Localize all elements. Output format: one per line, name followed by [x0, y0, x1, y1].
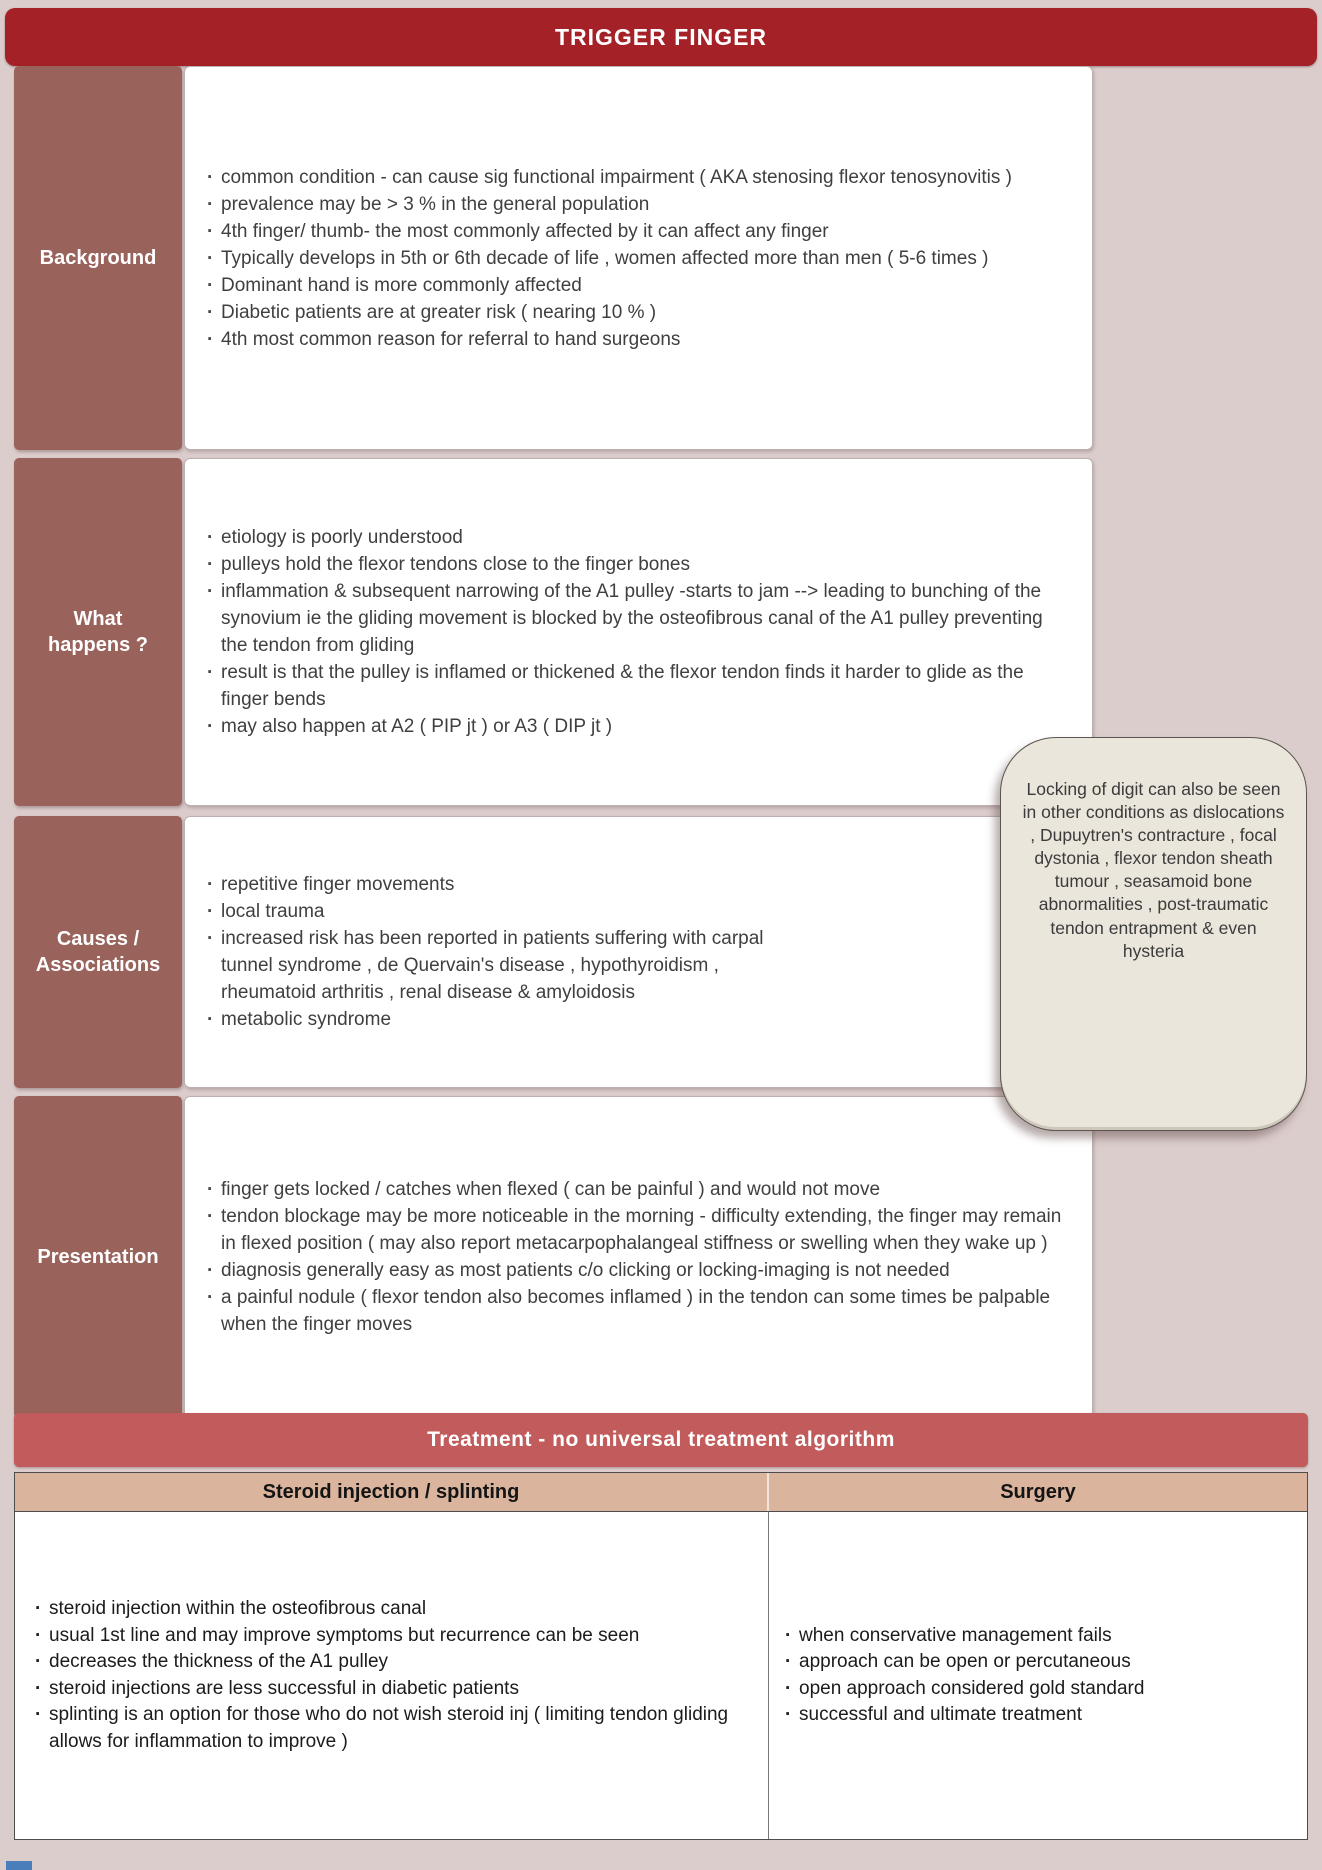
section-label-presentation [14, 1096, 182, 1418]
bullet-item: · steroid injections are less successful in diabetic patients [33, 1676, 762, 1703]
section-label-causes [14, 816, 182, 1088]
bullet-item: · decreases the thickness of the A1 pulley [33, 1649, 762, 1676]
section-label-background [14, 66, 182, 450]
bullet-list [205, 164, 1012, 353]
section-content-what-happens [184, 458, 1093, 806]
bullet-item: · result is that the pulley is inflamed or thickened & the flexor tendon finds it harder to glide as the finger bends [205, 659, 1074, 713]
bullet-item: · etiology is poorly understood [205, 524, 1074, 551]
bullet-item: · tendon blockage may be more noticeable in the morning - difficulty extending, the finger may remain in flexed position ( may also report metacarpophalangeal stiffness or swelling when they wake up ) [205, 1203, 1074, 1257]
bullet-item: · steroid injection within the osteofibrous canal [33, 1596, 762, 1623]
bullet-item: · repetitive finger movements [205, 871, 797, 898]
section-content-background [184, 66, 1093, 450]
page-edge-fragment [6, 1861, 32, 1870]
bullet-item: · approach can be open or percutaneous [783, 1649, 1144, 1676]
section-presentation [14, 1096, 1294, 1418]
column-header-surgery: Surgery [1000, 1480, 1076, 1503]
callout-text: Locking of digit can also be seen in other conditions as dislocations , Dupuytren's contracture , focal dystonia , flexor tendon sheath tumour , seasamoid bone abnormalities , post-traumatic tendon entrapment & even hysteria [1022, 779, 1285, 961]
bullet-item: · prevalence may be > 3 % in the general population [205, 191, 1012, 218]
bullet-item: · 4th most common reason for referral to hand surgeons [205, 326, 1012, 353]
page-title: TRIGGER FINGER [554, 23, 768, 50]
bullet-item: · usual 1st line and may improve symptoms but recurrence can be seen [33, 1623, 762, 1650]
bullet-item: · increased risk has been reported in patients suffering with carpal tunnel syndrome , de Quervain's disease , hypothyroidism , rheumatoid arthritis , renal disease & amyloidosis [205, 925, 797, 1006]
callout-note [1000, 737, 1307, 1131]
bullet-item: · open approach considered gold standard [783, 1676, 1144, 1703]
bullet-item: · successful and ultimate treatment [783, 1702, 1144, 1729]
bullet-item: · splinting is an option for those who do not wish steroid inj ( limiting tendon gliding allows for inflammation to improve ) [33, 1702, 762, 1755]
bullet-item: · pulleys hold the flexor tendons close to the finger bones [205, 551, 1074, 578]
bullet-list [33, 1596, 762, 1755]
bullet-item: · inflammation & subsequent narrowing of the A1 pulley -starts to jam --> leading to bunching of the synovium ie the gliding movement is blocked by the osteofibrous canal of the A1 pulley preventing the tendon from gliding [205, 578, 1074, 659]
bullet-item: · Dominant hand is more commonly affected [205, 272, 1012, 299]
bullet-item: · local trauma [205, 898, 797, 925]
bullet-item: · 4th finger/ thumb- the most commonly affected by it can affect any finger [205, 218, 1012, 245]
section-content-causes [184, 816, 1093, 1088]
bullet-list [205, 1176, 1074, 1338]
section-label-text: Presentation [37, 1246, 159, 1268]
treatment-table-header [14, 1472, 1308, 1512]
section-label-what-happens [14, 458, 182, 806]
surgery-cell [769, 1512, 1307, 1839]
bullet-item: · finger gets locked / catches when flexed ( can be painful ) and would not move [205, 1176, 1074, 1203]
bullet-item: · Diabetic patients are at greater risk ( nearing 10 % ) [205, 299, 1012, 326]
treatment-title-band [14, 1413, 1308, 1467]
section-label-text: Causes / Associations [35, 928, 161, 976]
treatment-title: Treatment - no universal treatment algorithm [427, 1428, 895, 1451]
bullet-item: · a painful nodule ( flexor tendon also becomes inflamed ) in the tendon can some times be palpable when the finger moves [205, 1284, 1074, 1338]
bullet-item: · Typically develops in 5th or 6th decade of life , women affected more than men ( 5-6 times ) [205, 245, 1012, 272]
bullet-item: · common condition - can cause sig functional impairment ( AKA stenosing flexor tenosynovitis ) [205, 164, 1012, 191]
page-title-bar [5, 8, 1317, 66]
bullet-item: · may also happen at A2 ( PIP jt ) or A3 ( DIP jt ) [205, 713, 1074, 740]
section-background [14, 66, 1294, 450]
bullet-list [783, 1623, 1144, 1729]
bullet-list [205, 871, 797, 1033]
column-header-steroid: Steroid injection / splinting [15, 1473, 769, 1511]
bullet-item: · when conservative management fails [783, 1623, 1144, 1650]
bullet-list [205, 524, 1074, 740]
bullet-item: · diagnosis generally easy as most patients c/o clicking or locking-imaging is not needed [205, 1257, 1074, 1284]
section-content-presentation [184, 1096, 1093, 1418]
steroid-cell [15, 1512, 769, 1839]
section-label-text: What happens ? [47, 608, 148, 656]
treatment-table-body [14, 1512, 1308, 1840]
section-label-text: Background [39, 247, 157, 269]
bullet-item: · metabolic syndrome [205, 1006, 797, 1033]
